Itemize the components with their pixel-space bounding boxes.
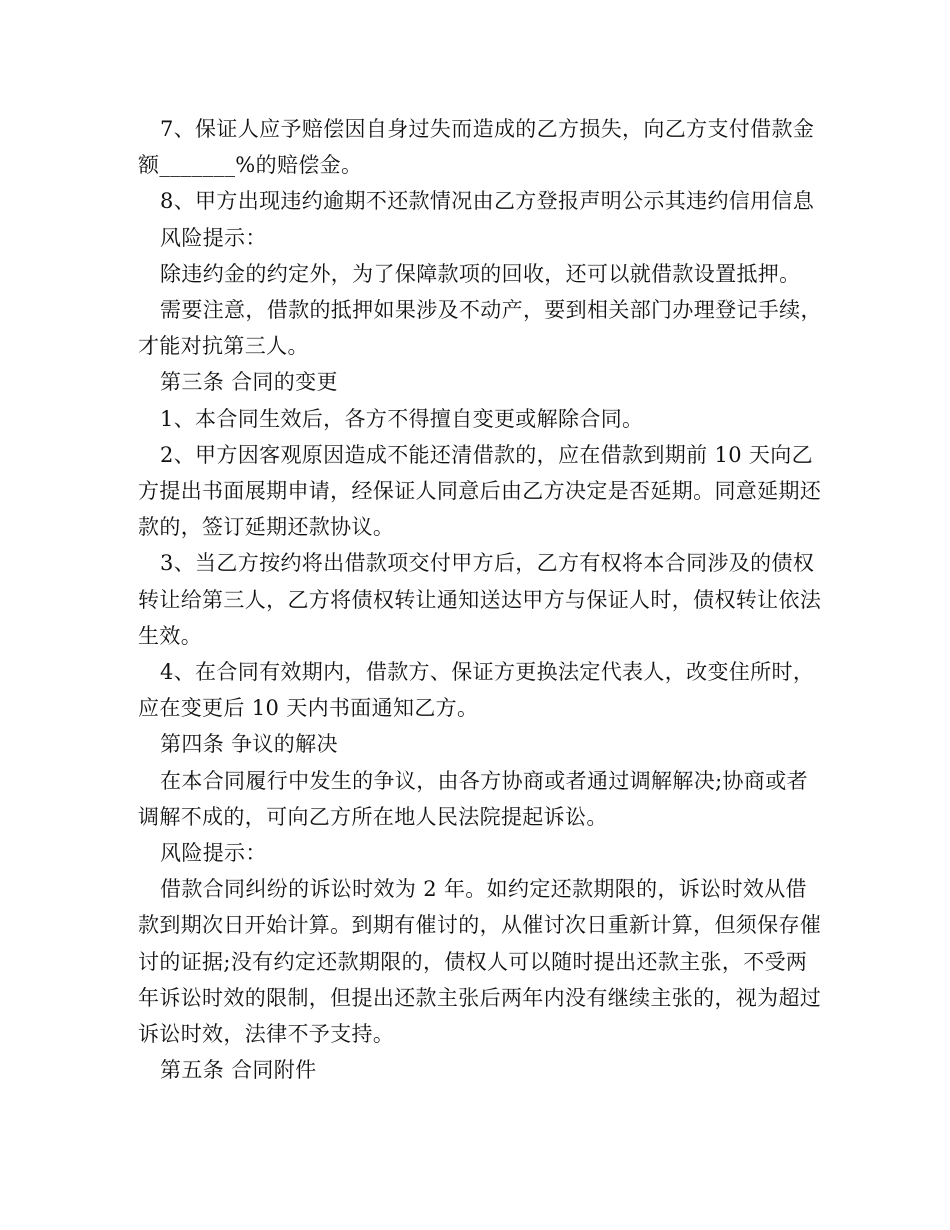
clause-8-paragraph: 8、甲方出现违约逾期不还款情况由乙方登报声明公示其违约信用信息 [160,189,815,214]
risk-notice-heading: 风险提示： [160,225,267,250]
article-3-heading: 第三条 合同的变更 [160,370,338,395]
risk-notice-paragraph: 需要注意，借款的抵押如果涉及不动产，要到相关部门办理登记手续，才能对抗第三人。 [138,298,822,359]
article-5-heading: 第五条 合同附件 [160,1058,317,1083]
risk-notice-heading: 风险提示： [160,841,267,866]
article-3-item-4: 4、在合同有效期内，借款方、保证方更换法定代表人，改变住所时，应在变更后 10 天内书面通知乙方。 [138,660,815,721]
article-3-item-3: 3、当乙方按约将出借款项交付甲方后，乙方有权将本合同涉及的债权转让给第三人，乙方将债权转让通知送达甲方与保证人时，债权转让依法生效。 [138,551,822,648]
article-4-heading: 第四条 争议的解决 [160,732,338,757]
article-4-paragraph: 在本合同履行中发生的争议，由各方协商或者通过调解解决;协商或者调解不成的，可向乙方所在地人民法院提起诉讼。 [138,768,808,829]
article-3-item-2: 2、甲方因客观原因造成不能还清借款的，应在借款到期前 10 天向乙方提出书面展期申请，经保证人同意后由乙方决定是否延期。同意延期还款的，签订延期还款协议。 [138,442,822,540]
risk-notice-paragraph: 除违约金的约定外，为了保障款项的回收，还可以就借款设置抵押。 [160,261,801,286]
document-body [138,111,828,1088]
clause-7-paragraph: 7、保证人应予赔偿因自身过失而造成的乙方损失，向乙方支付借款金额_______%的赔偿金。 [138,117,815,178]
article-3-item-1: 1、本合同生效后，各方不得擅自变更或解除合同。 [160,406,644,431]
risk-notice-paragraph: 借款合同纠纷的诉讼时效为 2 年。如约定还款期限的，诉讼时效从借款到期次日开始计算。到期有催讨的，从催讨次日重新计算，但须保存催讨的证据;没有约定还款期限的，债权人可以随时提出还款主张，不受两年诉讼时效的限制，但提出还款主张后两年内没有继续主张的，视为超过诉讼时效，法律不予支持。 [138,877,822,1047]
